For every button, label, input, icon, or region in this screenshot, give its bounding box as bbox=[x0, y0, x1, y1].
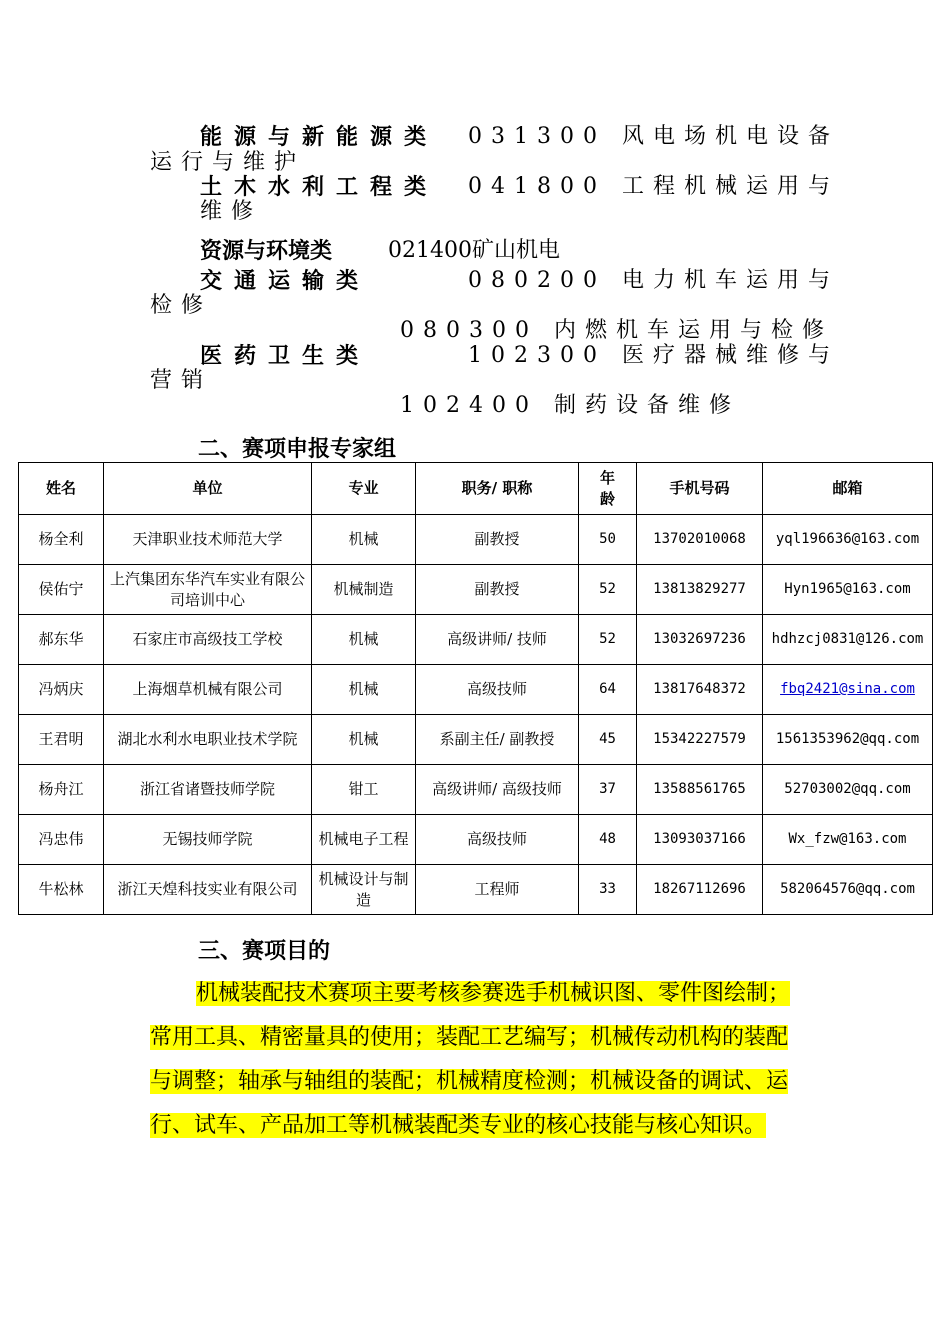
cell-email: 582064576@qq.com bbox=[763, 865, 933, 915]
header-phone: 手机号码 bbox=[637, 463, 763, 515]
cell-age: 52 bbox=[579, 615, 637, 665]
major-medical-cont: 营销 bbox=[150, 368, 213, 393]
cell-phone: 13093037166 bbox=[637, 815, 763, 865]
cell-major: 机械制造 bbox=[312, 565, 416, 615]
cell-email: hdhzcj0831@126.com bbox=[763, 615, 933, 665]
cell-phone: 15342227579 bbox=[637, 715, 763, 765]
cell-email: Wx_fzw@163.com bbox=[763, 815, 933, 865]
cell-title: 系副主任/ 副教授 bbox=[416, 715, 579, 765]
table-header-row bbox=[19, 463, 933, 515]
section3-paragraph bbox=[150, 972, 802, 1148]
table-row bbox=[19, 665, 933, 715]
cell-email bbox=[763, 665, 933, 715]
major-medical-extra: 102400 制药设备维修 bbox=[400, 393, 740, 418]
cell-name: 冯炳庆 bbox=[19, 665, 104, 715]
email-link[interactable]: fbq2421@sina.com bbox=[780, 681, 915, 697]
header-title: 职务/ 职称 bbox=[416, 463, 579, 515]
cell-title: 副教授 bbox=[416, 515, 579, 565]
category-civil: 土木水利工程类 bbox=[200, 174, 439, 200]
cell-major: 机械 bbox=[312, 515, 416, 565]
major-energy: 031300 风电场机电设备 bbox=[468, 124, 839, 149]
cell-major: 机械 bbox=[312, 615, 416, 665]
cell-email: Hyn1965@163.com bbox=[763, 565, 933, 615]
cell-age: 37 bbox=[579, 765, 637, 815]
cell-phone: 13032697236 bbox=[637, 615, 763, 665]
category-medical: 医药卫生类 bbox=[200, 343, 371, 369]
cell-title: 高级技师 bbox=[416, 665, 579, 715]
table-row bbox=[19, 815, 933, 865]
cell-title: 副教授 bbox=[416, 565, 579, 615]
cell-phone: 13817648372 bbox=[637, 665, 763, 715]
table-row bbox=[19, 565, 933, 615]
cell-email: 1561353962@qq.com bbox=[763, 715, 933, 765]
cell-major: 机械 bbox=[312, 715, 416, 765]
table-row bbox=[19, 615, 933, 665]
cell-phone: 13813829277 bbox=[637, 565, 763, 615]
major-civil-cont: 维修 bbox=[200, 199, 263, 224]
cell-phone: 18267112696 bbox=[637, 865, 763, 915]
cell-age: 48 bbox=[579, 815, 637, 865]
cell-age: 52 bbox=[579, 565, 637, 615]
table-row bbox=[19, 865, 933, 915]
cell-age: 64 bbox=[579, 665, 637, 715]
cell-name: 杨全利 bbox=[19, 515, 104, 565]
cell-title: 高级技师 bbox=[416, 815, 579, 865]
table-row bbox=[19, 715, 933, 765]
major-civil: 041800 工程机械运用与 bbox=[468, 174, 839, 199]
major-transport: 080200 电力机车运用与 bbox=[468, 268, 839, 293]
category-resources: 资源与环境类 bbox=[200, 238, 333, 264]
highlighted-text: 机械装配技术赛项主要考核参赛选手机械识图、零件图绘制；常用工具、精密量具的使用；装配工艺编写；机械传动机构的装配与调整；轴承与轴组的装配；机械精度检测；机械设备的调试、运行、试车、产品加工等机械装配类专业的核心技能与核心知识。 bbox=[150, 981, 791, 1138]
cell-major: 钳工 bbox=[312, 765, 416, 815]
expert-table bbox=[18, 462, 933, 915]
cell-age: 45 bbox=[579, 715, 637, 765]
cell-name: 侯佑宁 bbox=[19, 565, 104, 615]
major-medical: 102300 医疗器械维修与 bbox=[468, 343, 839, 368]
major-transport-cont: 检修 bbox=[150, 293, 213, 318]
cell-unit: 湖北水利水电职业技术学院 bbox=[104, 715, 312, 765]
header-name: 姓名 bbox=[19, 463, 104, 515]
table-row bbox=[19, 765, 933, 815]
cell-unit: 无锡技师学院 bbox=[104, 815, 312, 865]
cell-unit: 上海烟草机械有限公司 bbox=[104, 665, 312, 715]
cell-title: 高级讲师/ 技师 bbox=[416, 615, 579, 665]
header-unit: 单位 bbox=[104, 463, 312, 515]
cell-email: 52703002@qq.com bbox=[763, 765, 933, 815]
cell-unit: 天津职业技术师范大学 bbox=[104, 515, 312, 565]
cell-phone: 13702010068 bbox=[637, 515, 763, 565]
cell-unit: 浙江天煌科技实业有限公司 bbox=[104, 865, 312, 915]
cell-name: 冯忠伟 bbox=[19, 815, 104, 865]
cell-email: yql196636@163.com bbox=[763, 515, 933, 565]
cell-age: 33 bbox=[579, 865, 637, 915]
cell-title: 工程师 bbox=[416, 865, 579, 915]
major-energy-cont: 运行与维护 bbox=[150, 150, 306, 175]
cell-name: 郝东华 bbox=[19, 615, 104, 665]
cell-phone: 13588561765 bbox=[637, 765, 763, 815]
major-resources: 021400矿山机电 bbox=[388, 238, 560, 263]
cell-unit: 石家庄市高级技工学校 bbox=[104, 615, 312, 665]
cell-age: 50 bbox=[579, 515, 637, 565]
section2-title: 二、赛项申报专家组 bbox=[198, 436, 397, 462]
header-age: 年龄 bbox=[579, 463, 637, 515]
cell-unit: 浙江省诸暨技师学院 bbox=[104, 765, 312, 815]
cell-name: 杨舟江 bbox=[19, 765, 104, 815]
category-energy: 能源与新能源类 bbox=[200, 124, 439, 150]
cell-major: 机械 bbox=[312, 665, 416, 715]
header-major: 专业 bbox=[312, 463, 416, 515]
cell-major: 机械电子工程 bbox=[312, 815, 416, 865]
section3-title: 三、赛项目的 bbox=[198, 938, 331, 964]
cell-title: 高级讲师/ 高级技师 bbox=[416, 765, 579, 815]
cell-name: 王君明 bbox=[19, 715, 104, 765]
table-row bbox=[19, 515, 933, 565]
category-transport: 交通运输类 bbox=[200, 268, 371, 294]
cell-major: 机械设计与制造 bbox=[312, 865, 416, 915]
major-transport-extra: 080300 内燃机车运用与检修 bbox=[400, 318, 833, 343]
header-email: 邮箱 bbox=[763, 463, 933, 515]
cell-unit: 上汽集团东华汽车实业有限公司培训中心 bbox=[104, 565, 312, 615]
cell-name: 牛松林 bbox=[19, 865, 104, 915]
